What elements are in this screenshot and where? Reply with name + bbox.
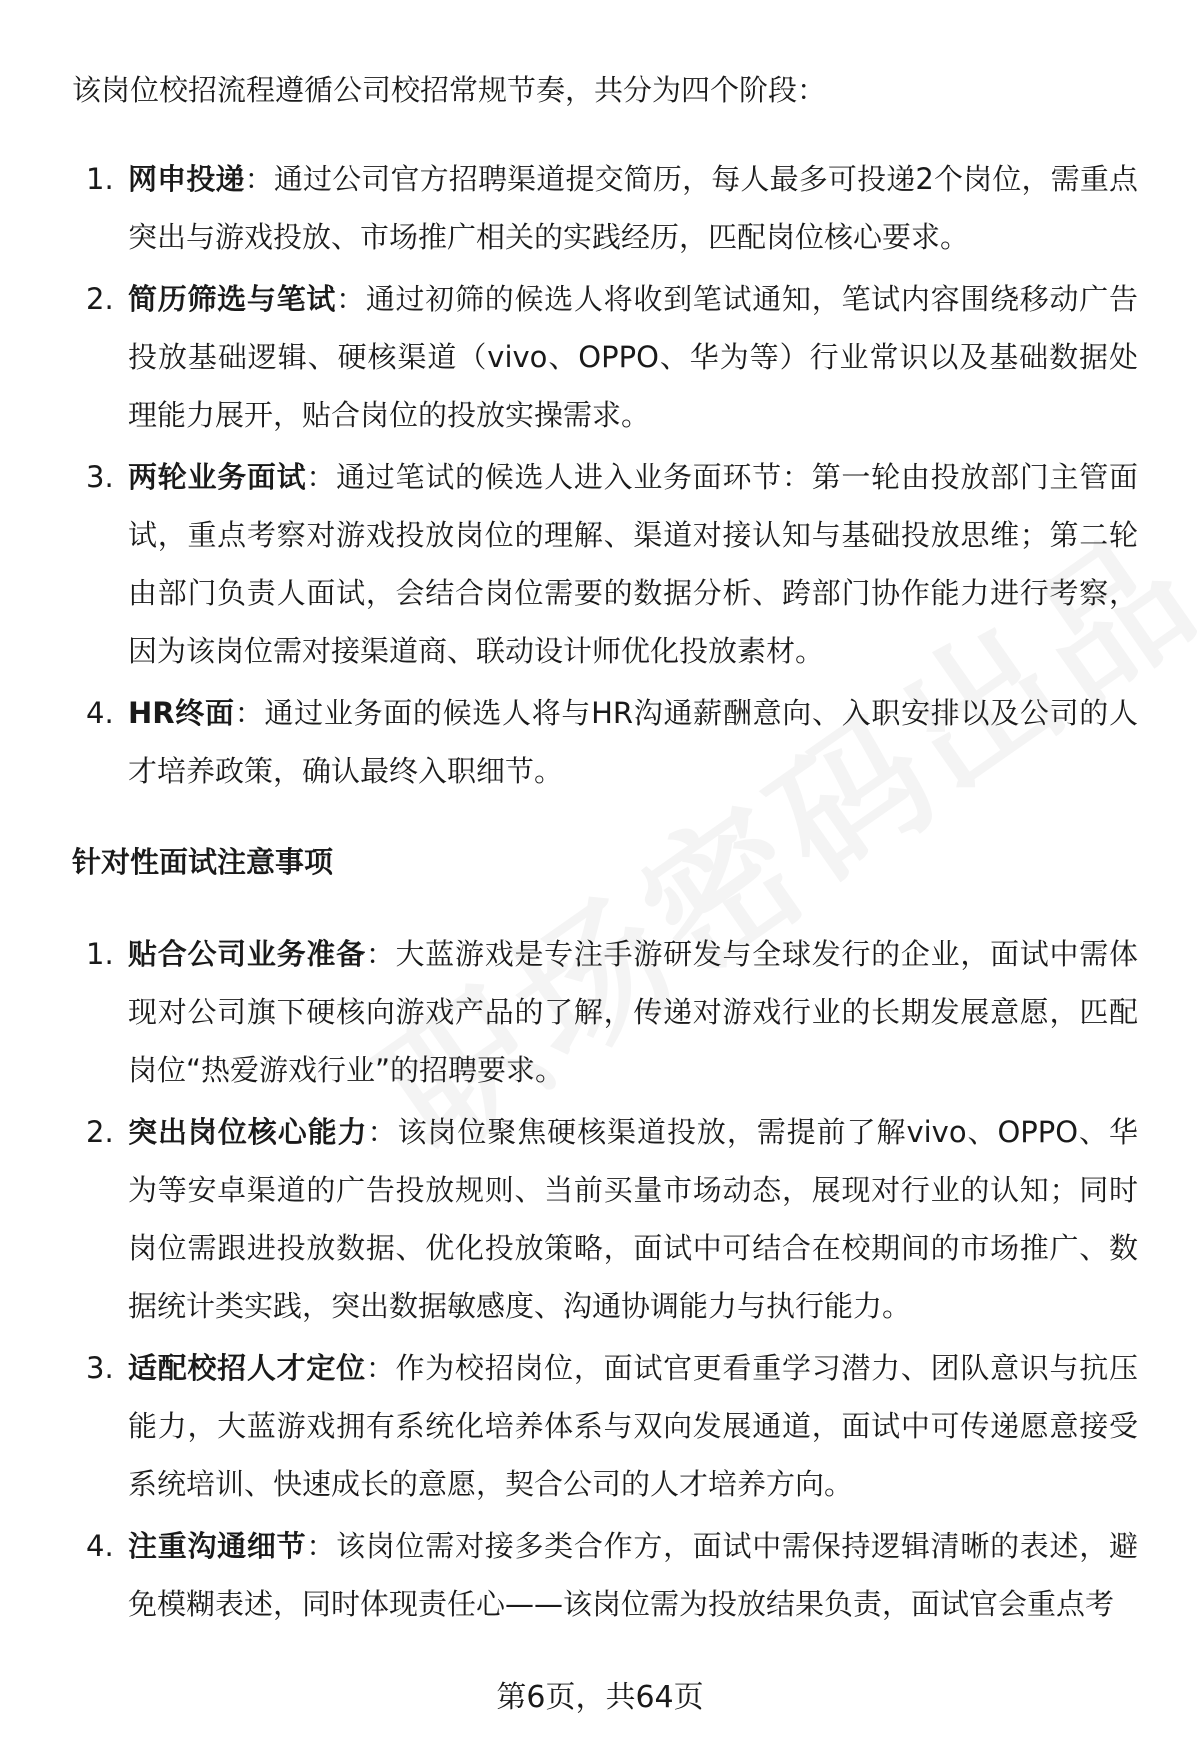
list-item-desc: ：该岗位聚焦硬核渠道投放，需提前了解vivo、OPPO、华为等安卓渠道的广告投放规则、当前买量市场动态，展现对行业的认知；同时岗位需跟进投放数据、优化投放策略，面试中可结合在校期间的市场推广、数据统计类实践，突出数据敏感度、沟通协调能力与执行能力。 [128,1115,1138,1323]
list-item [0,684,1200,800]
list-number: 2. [86,282,114,316]
list-item-term: 适配校招人才定位 [128,1351,366,1385]
list-item-term: 贴合公司业务准备 [128,937,366,971]
list-number: 1. [86,937,114,971]
list-item-desc: ：通过笔试的候选人进入业务面环节：第一轮由投放部门主管面试，重点考察对游戏投放岗位的理解、渠道对接认知与基础投放思维；第二轮由部门负责人面试，会结合岗位需要的数据分析、跨部门协作能力进行考察，因为该岗位需对接渠道商、联动设计师优化投放素材。 [128,460,1138,668]
list-item-term: 突出岗位核心能力 [128,1115,368,1149]
list-number: 4. [86,696,114,730]
list-item-desc: ：该岗位需对接多类合作方，面试中需保持逻辑清晰的表述，避免模糊表述，同时体现责任心——该岗位需为投放结果负责，面试官会重点考 [128,1529,1138,1621]
process-list [0,150,1200,804]
list-item [0,448,1200,680]
list-number: 4. [86,1529,114,1563]
list-item-text [128,1339,1138,1513]
list-item-term: 两轮业务面试 [128,460,307,494]
list-item [0,150,1200,266]
list-item [0,1339,1200,1513]
list-item-text [128,270,1138,444]
section-heading: 针对性面试注意事项 [72,845,334,879]
list-item [0,1517,1200,1633]
list-item-text [128,1517,1138,1633]
list-number: 1. [86,162,114,196]
list-item-desc: ：作为校招岗位，面试官更看重学习潜力、团队意识与抗压能力，大蓝游戏拥有系统化培养体系与双向发展通道，面试中可传递愿意接受系统培训、快速成长的意愿，契合公司的人才培养方向。 [128,1351,1138,1501]
list-item-term: 注重沟通细节 [128,1529,307,1563]
list-item-desc: ：通过公司官方招聘渠道提交简历，每人最多可投递2个岗位，需重点突出与游戏投放、市场推广相关的实践经历，匹配岗位核心要求。 [128,162,1138,254]
list-number: 2. [86,1115,114,1149]
list-item-desc: ：通过业务面的候选人将与HR沟通薪酬意向、入职安排以及公司的人才培养政策，确认最终入职细节。 [128,696,1138,788]
list-item-text [128,925,1138,1099]
list-item [0,270,1200,444]
list-item-term: 网申投递 [128,162,245,196]
list-item-text [128,1103,1138,1335]
list-item-text [128,684,1138,800]
page-footer: 第6页，共64页 [496,1680,704,1715]
list-item-desc: ：通过初筛的候选人将收到笔试通知，笔试内容围绕移动广告投放基础逻辑、硬核渠道（vivo、OPPO、华为等）行业常识以及基础数据处理能力展开，贴合岗位的投放实操需求。 [128,282,1138,432]
list-number: 3. [86,1351,114,1385]
list-item [0,1103,1200,1335]
list-item-text [128,150,1138,266]
list-item [0,925,1200,1099]
tips-list [0,925,1200,1637]
list-number: 3. [86,460,114,494]
list-item-desc: ：大蓝游戏是专注手游研发与全球发行的企业，面试中需体现对公司旗下硬核向游戏产品的了解，传递对游戏行业的长期发展意愿，匹配岗位“热爱游戏行业”的招聘要求。 [128,937,1138,1087]
list-item-term: HR终面 [128,696,235,730]
list-item-text [128,448,1138,680]
list-item-term: 简历筛选与笔试 [128,282,337,316]
intro-paragraph: 该岗位校招流程遵循公司校招常规节奏，共分为四个阶段： [72,73,827,107]
